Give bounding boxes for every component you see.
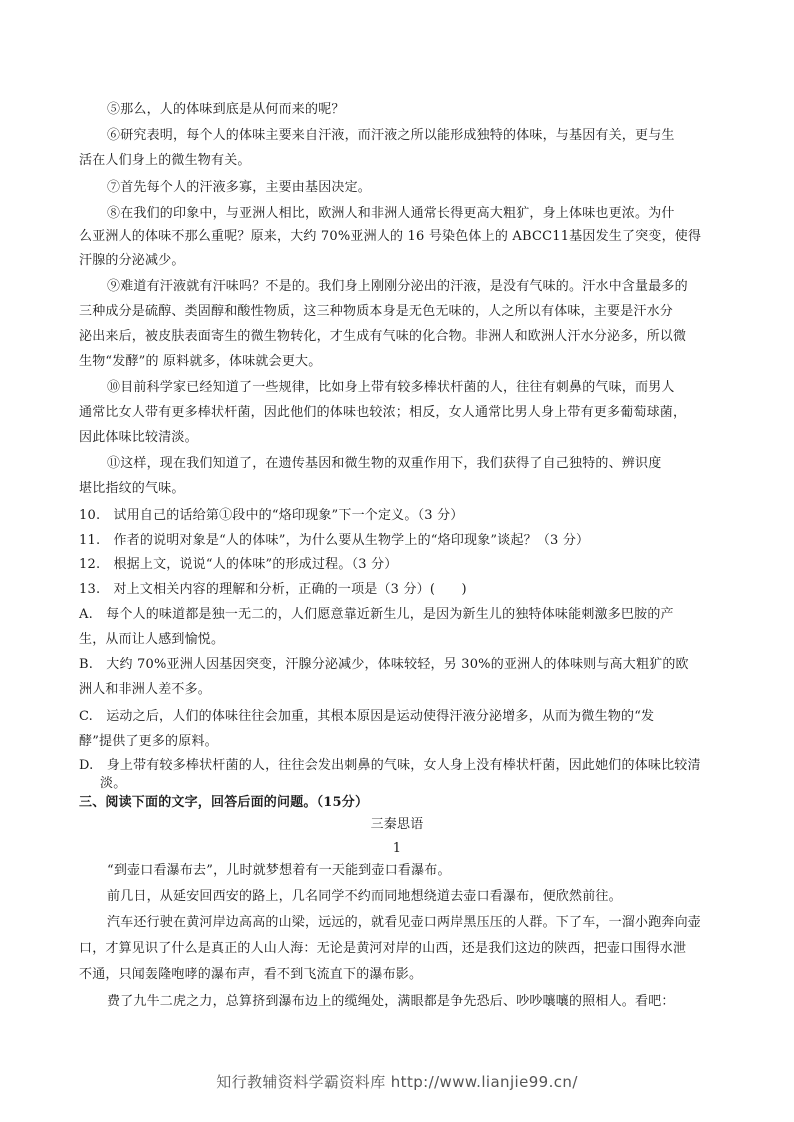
option-b-line: 洲人和非洲人差不多。: [79, 682, 212, 697]
paragraph-6-line: 活在人们身上的微生物有关。: [79, 153, 251, 168]
option-b-line: B. 大约 70%亚洲人因基因突变，汗腺分泌减少，体味较轻，另 30%的亚洲人的体味则与高大粗犷的欧: [79, 657, 689, 672]
passage-section-number: 1: [392, 841, 402, 856]
paragraph-11-line: ⑪这样，现在我们知道了，在遗传基因和微生物的双重作用下，我们获得了自己独特的、辨识度: [107, 456, 662, 471]
option-a-line: A. 每个人的味道都是独一无二的，人们愿意靠近新生儿，是因为新生儿的独特体味能刺激多巴胺的产: [79, 607, 674, 622]
paragraph-8-line: 么亚洲人的体味不那么重呢？原来，大约 70%亚洲人的 16 号染色体上的 ABCC11基因发生了突变，使得: [79, 229, 702, 244]
paragraph-9-line: 三种成分是硫醇、类固醇和酸性物质，这三种物质本身是无色无味的，人之所以有体味，主要是汗水分: [79, 304, 674, 319]
option-d-line: 淡。: [100, 776, 127, 791]
paragraph-8-line: 汗腺的分泌减少。: [79, 253, 185, 268]
section-heading: 三、阅读下面的文字，回答后面的问题。（15分）: [79, 795, 369, 810]
paragraph-9-line: 泌出来后，被皮肤表面寄生的微生物转化，才生成有气味的化合物。非洲人和欧洲人汗水分泌多，所以微: [79, 329, 687, 344]
option-c-line: C. 运动之后，人们的体味往往会加重，其根本原因是运动使得汗液分泌增多，从而为微生物的“发: [79, 709, 655, 724]
question-10: 10. 试用自己的话给第①段中的“烙印现象”下一个定义。（3 分）: [79, 508, 464, 523]
question-11: 11. 作者的说明对象是“人的体味”，为什么要从生物学上的“烙印现象”谈起？（3 分）: [79, 533, 590, 548]
option-a-line: 生，从而让人感到愉悦。: [79, 632, 225, 647]
paragraph-11-line: 堪比指纹的气味。: [79, 481, 185, 496]
option-c-line: 酵”提供了更多的原料。: [79, 734, 218, 749]
paragraph-5: ⑤那么，人的体味到底是从何而来的呢？: [107, 102, 345, 117]
passage-title: 三秦思语: [370, 817, 424, 832]
paragraph-10-line: ⑩目前科学家已经知道了一些规律，比如身上带有较多棒状杆菌的人，往往有刺鼻的气味，而男人: [107, 380, 675, 395]
paragraph-6-line: ⑥研究表明，每个人的体味主要来自汗液，而汗液之所以能形成独特的体味，与基因有关，更与生: [107, 128, 675, 143]
paragraph-9-line: ⑨难道有汗液就有汗味吗？不是的。我们身上刚刚分泌出的汗液，是没有气味的。汗水中含量最多的: [107, 279, 688, 294]
passage-paragraph: 费了九牛二虎之力，总算挤到瀑布边上的缆绳处，满眼都是争先恐后、吵吵嚷嚷的照相人。看吧：: [107, 994, 675, 1009]
passage-paragraph-line: 汽车还行驶在黄河岸边高高的山梁，远远的，就看见壶口两岸黑压压的人群。下了车，一溜小跑奔向壶: [107, 915, 702, 930]
question-12: 12. 根据上文，说说“人的体味”的形成过程。（3 分）: [79, 557, 398, 572]
passage-paragraph: 前几日，从延安回西安的路上，几名同学不约而同地想绕道去壶口看瀑布，便欣然前往。: [107, 889, 622, 904]
passage-paragraph-line: 不通，只闻轰隆咆哮的瀑布声，看不到飞流直下的瀑布影。: [79, 967, 423, 982]
paragraph-8-line: ⑧在我们的印象中，与亚洲人相比，欧洲人和非洲人通常长得更高大粗犷，身上体味也更浓。为什: [107, 206, 675, 221]
footer-watermark: 知行教辅资料学霸资料库 http://www.lianjie99.cn/: [216, 1073, 578, 1091]
paragraph-10-line: 通常比女人带有更多棒状杆菌，因此他们的体味也较浓；相反，女人通常比男人身上带有更多葡萄球菌，: [79, 405, 687, 420]
option-d-line: D. 身上带有较多棒状杆菌的人，往往会发出刺鼻的气味，女人身上没有棒状杆菌，因此她们的体味比较清: [79, 758, 701, 773]
paragraph-7: ⑦首先每个人的汗液多寡，主要由基因决定。: [107, 180, 372, 195]
passage-paragraph: “到壶口看瀑布去”，儿时就梦想着有一天能到壶口看瀑布。: [107, 863, 451, 878]
passage-paragraph-line: 口，才算见识了什么是真正的人山人海：无论是黄河对岸的山西，还是我们这边的陕西，把壶口围得水泄: [79, 941, 687, 956]
paragraph-9-line: 生物“发酵”的 原料就多，体味就会更大。: [79, 354, 322, 369]
question-13: 13. 对上文相关内容的理解和分析，正确的一项是（3 分）( ): [79, 582, 467, 597]
paragraph-10-line: 因此体味比较清淡。: [79, 430, 198, 445]
